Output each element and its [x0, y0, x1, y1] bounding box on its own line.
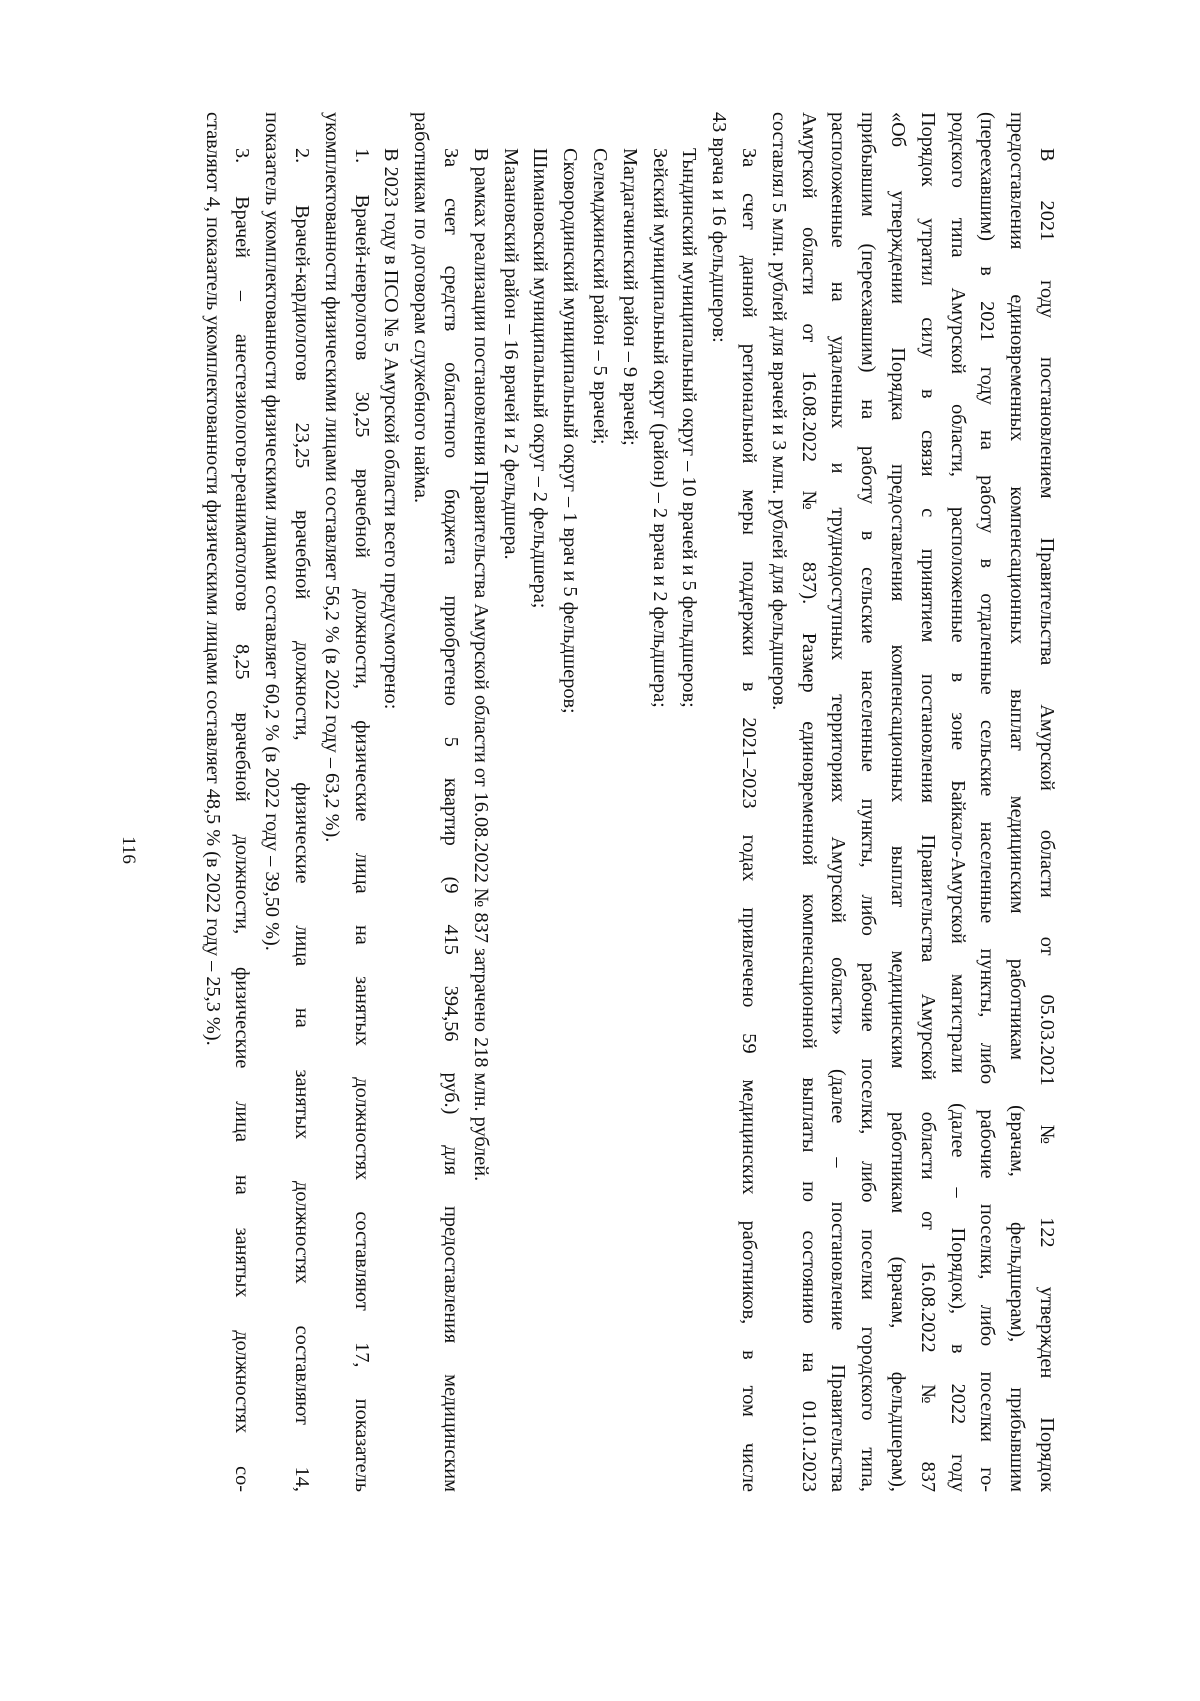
para1-line: прибывшим (переехавшим) на работу в сельские населенные пункты, либо рабочие поселки, либо поселки городского типа, [857, 112, 880, 1492]
para1-line: расположенные на удаленных и труднодоступных территориях Амурской области» (далее – постановление Правительства [827, 112, 850, 1492]
para1-line: В 2021 году постановлением Правительства Амурской области от 05.03.2021 № 122 утвержден Порядок [1036, 148, 1058, 1492]
para4-line: За счет средств областного бюджета приобретено 5 квартир (9 415 394,56 руб.) для предоставления медицинским [440, 148, 463, 1492]
rotated-text-block [197, 112, 1061, 1492]
district-item: Тындинский муниципальный округ – 10 врачей и 5 фельдшеров; [678, 148, 701, 708]
para4-line: работникам по договорам служебного найма. [410, 112, 433, 504]
district-item: Селемджинский район – 5 врачей; [589, 148, 612, 445]
para1-line: предоставления единовременных компенсационных выплат медицинским работникам (врачам, фельдшерам), прибывшим [1006, 112, 1029, 1492]
para1-line: родского типа Амурской области, расположенные в зоне Байкало-Амурской магистрали (далее – Порядок), в 2022 году [946, 112, 969, 1492]
para5: В 2023 году в ПСО № 5 Амурской области всего предусмотрено: [380, 148, 403, 710]
para1-line: (переехавшим) в 2021 году на работу в отдаленные сельские населенные пункты, либо рабочие поселки, либо поселки го- [976, 112, 999, 1492]
item3-line: ставляют 4, показатель укомплектованности физическими лицами составляет 48,5 % (в 2022 году – 25,3 %). [201, 112, 224, 1046]
page-number: 116 [118, 836, 139, 864]
district-item: Мазановский район – 16 врачей и 2 фельдшера. [499, 148, 522, 560]
para2-line: За счет данной региональной меры поддержки в 2021–2023 годах привлечено 59 медицинских работников, в том числе [738, 148, 761, 1492]
item1-line: укомплектованности физическими лицами составляет 56,2 % (в 2022 году – 63,2 %). [320, 112, 343, 843]
district-item: Магдагачинский район – 9 врачей; [618, 148, 641, 446]
item2-line: показатель укомплектованности физическими лицами составляет 60,2 % (в 2022 году – 39,50 %). [261, 112, 284, 951]
item3-line: 3. Врачей – анестезиологов-реаниматологов 8,25 врачебной должности, физические лица на занятых должностях со- [231, 148, 254, 1492]
para1-line: составлял 5 млн. рублей для врачей и 3 млн. рублей для фельдшеров. [767, 112, 790, 711]
district-item: Зейский муниципальный округ (район) – 2 врача и 2 фельдшера; [648, 148, 671, 708]
district-item: Сковородинский муниципальный округ – 1 врач и 5 фельдшеров; [559, 148, 582, 714]
para2-line: 43 врача и 16 фельдшеров: [708, 112, 731, 343]
item2-line: 2. Врачей-кардиологов 23,25 врачебной должности, физические лица на занятых должностях составляют 14, [291, 148, 314, 1492]
para1-line: Порядок утратил силу в связи с принятием постановления Правительства Амурской области от 16.08.2022 № 837 [916, 112, 939, 1492]
para3: В рамках реализации постановления Правительства Амурской области от 16.08.2022 № 837 затрачено 218 млн. рублей. [469, 148, 492, 1182]
district-item: Шимановский муниципальный округ – 2 фельдшера; [529, 148, 552, 609]
para1-line: «Об утверждении Порядка предоставления компенсационных выплат медицинским работникам (врачам, фельдшерам), [887, 112, 910, 1492]
para1-line: Амурской области от 16.08.2022 № 837). Размер единовременной компенсационной выплаты по состоянию на 01.01.2023 [797, 112, 820, 1492]
item1-line: 1. Врачей-неврологов 30,25 врачебной должности, физические лица на занятых должностях составляют 17, показатель [350, 148, 373, 1492]
